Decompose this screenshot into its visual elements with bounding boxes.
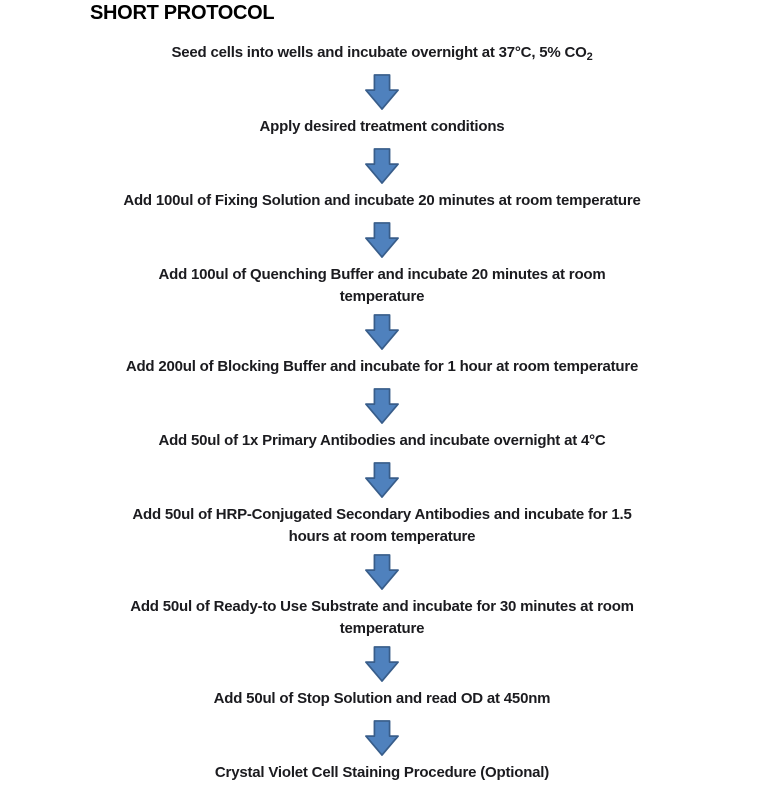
step-stop-solution [214, 690, 551, 712]
step-line [158, 432, 605, 454]
step-line-2: hours at room temperature [288, 528, 476, 545]
step-text: Add 50ul of HRP-Conjugated Secondary Antibodies and incubate for 1.5 [132, 506, 632, 523]
step-text: Add 50ul of 1x Primary Antibodies and incubate overnight at 4°C [158, 432, 606, 449]
step-text: Crystal Violet Cell Staining Procedure (Optional) [214, 764, 550, 781]
step-text: Seed cells into wells and incubate overnight at 37°C, 5% CO [171, 44, 587, 61]
step-line [123, 192, 640, 214]
step-apply-treatment [260, 118, 505, 140]
down-arrow-icon [363, 222, 401, 258]
step-line [158, 266, 605, 288]
down-arrow-icon [363, 554, 401, 590]
step-secondary-antibodies [132, 506, 631, 546]
step-text: Apply desired treatment conditions [259, 118, 505, 135]
step-blocking-buffer [126, 358, 638, 380]
down-arrow-icon [363, 148, 401, 184]
step-line-2: temperature [339, 288, 425, 305]
step-line-2: temperature [339, 620, 425, 637]
down-arrow-icon [363, 462, 401, 498]
step-text: Add 50ul of Ready-to Use Substrate and incubate for 30 minutes at room [130, 598, 634, 615]
step-text: Add 50ul of Stop Solution and read OD at 450nm [213, 690, 551, 707]
down-arrow-icon [363, 74, 401, 110]
down-arrow-icon [363, 388, 401, 424]
subscript-2: 2 [586, 51, 593, 63]
step-line [215, 764, 549, 786]
step-text: Add 200ul of Blocking Buffer and incubate for 1 hour at room temperature [125, 358, 639, 375]
step-substrate [130, 598, 634, 638]
step-crystal-violet [215, 764, 549, 786]
page-title: SHORT PROTOCOL [90, 2, 275, 24]
step-line [126, 358, 638, 380]
step-text: Add 100ul of Fixing Solution and incubate 20 minutes at room temperature [123, 192, 641, 209]
step-seed-cells [171, 44, 592, 66]
step-line [214, 690, 551, 712]
down-arrow-icon [363, 314, 401, 350]
step-quenching-buffer [158, 266, 605, 306]
step-line [132, 506, 631, 528]
step-text: Add 100ul of Quenching Buffer and incubate 20 minutes at room [158, 266, 606, 283]
step-fixing-solution [123, 192, 640, 214]
down-arrow-icon [363, 720, 401, 756]
step-primary-antibodies [158, 432, 605, 454]
step-line [260, 118, 505, 140]
down-arrow-icon [363, 646, 401, 682]
step-line [171, 44, 592, 66]
step-line [130, 598, 634, 620]
